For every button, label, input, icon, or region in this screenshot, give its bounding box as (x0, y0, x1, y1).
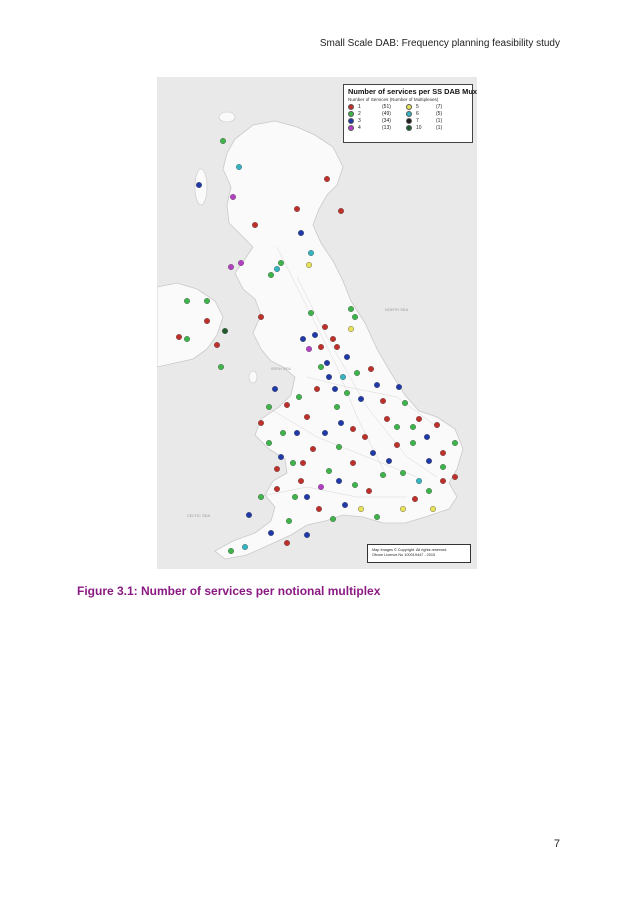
multiplex-marker (358, 506, 364, 512)
multiplex-marker (278, 454, 284, 460)
multiplex-marker (440, 464, 446, 470)
multiplex-marker (308, 310, 314, 316)
map-copyright-box (367, 544, 471, 563)
legend-count: (7) (436, 104, 443, 110)
multiplex-marker (296, 394, 302, 400)
multiplex-marker (380, 398, 386, 404)
multiplex-marker (286, 518, 292, 524)
legend-n: 10 (416, 125, 422, 131)
multiplex-marker (196, 182, 202, 188)
legend-grid (348, 104, 468, 131)
multiplex-marker (294, 206, 300, 212)
multiplex-marker (340, 374, 346, 380)
multiplex-marker (400, 506, 406, 512)
multiplex-marker (308, 250, 314, 256)
multiplex-marker (354, 370, 360, 376)
copyright-line-2: Ofcom Licence No 100019447 - 2015 (372, 553, 436, 557)
multiplex-marker (332, 386, 338, 392)
multiplex-marker (318, 344, 324, 350)
multiplex-marker (334, 404, 340, 410)
multiplex-marker (238, 260, 244, 266)
multiplex-marker (318, 484, 324, 490)
multiplex-marker (246, 512, 252, 518)
multiplex-marker (272, 386, 278, 392)
multiplex-marker (342, 502, 348, 508)
uk-map (157, 77, 477, 569)
multiplex-marker (400, 470, 406, 476)
multiplex-marker (440, 450, 446, 456)
multiplex-marker (322, 324, 328, 330)
multiplex-marker (306, 262, 312, 268)
multiplex-marker (266, 404, 272, 410)
multiplex-marker (370, 450, 376, 456)
multiplex-marker (300, 460, 306, 466)
multiplex-marker (322, 430, 328, 436)
multiplex-marker (410, 440, 416, 446)
multiplex-marker (300, 336, 306, 342)
multiplex-marker (298, 230, 304, 236)
legend-count: (5) (436, 111, 443, 117)
multiplex-marker (452, 474, 458, 480)
multiplex-marker (384, 416, 390, 422)
multiplex-marker (452, 440, 458, 446)
legend-count: (34) (382, 118, 391, 124)
multiplex-marker (396, 384, 402, 390)
legend-n: 4 (358, 125, 361, 131)
running-header: Small Scale DAB: Frequency planning feasibility study (319, 38, 560, 49)
multiplex-marker (338, 208, 344, 214)
multiplex-marker (358, 396, 364, 402)
multiplex-marker (410, 424, 416, 430)
multiplex-marker (352, 314, 358, 320)
multiplex-marker (214, 342, 220, 348)
legend-swatch (406, 118, 412, 124)
legend-n: 2 (358, 111, 361, 117)
multiplex-marker (312, 332, 318, 338)
multiplex-marker (344, 390, 350, 396)
legend-swatch (348, 125, 354, 131)
legend-swatch (348, 111, 354, 117)
multiplex-marker (344, 354, 350, 360)
legend-title: Number of services per SS DAB Mux (348, 87, 477, 96)
multiplex-marker (394, 424, 400, 430)
multiplex-marker (184, 336, 190, 342)
multiplex-marker (314, 386, 320, 392)
legend-n: 7 (416, 118, 419, 124)
legend-count: (49) (382, 111, 391, 117)
multiplex-marker (204, 298, 210, 304)
multiplex-marker (362, 434, 368, 440)
legend-swatch (406, 111, 412, 117)
uk-coverage-map-figure (157, 77, 477, 569)
legend-n: 1 (358, 104, 361, 110)
legend-subtitle: Number of Services (Number of Multiplexes) (348, 97, 439, 102)
northern-isles (219, 112, 235, 122)
multiplex-marker (258, 420, 264, 426)
multiplex-marker (386, 458, 392, 464)
multiplex-marker (218, 364, 224, 370)
multiplex-marker (326, 374, 332, 380)
multiplex-marker (324, 176, 330, 182)
multiplex-marker (278, 260, 284, 266)
multiplex-marker (284, 402, 290, 408)
multiplex-marker (258, 314, 264, 320)
multiplex-marker (324, 360, 330, 366)
map-legend (343, 84, 477, 143)
legend-swatch (348, 118, 354, 124)
multiplex-marker (416, 478, 422, 484)
multiplex-marker (412, 496, 418, 502)
sea-label-celtic: CELTIC SEA (187, 513, 211, 518)
multiplex-marker (284, 540, 290, 546)
sea-label-irish: IRISH SEA (271, 366, 291, 371)
multiplex-marker (394, 442, 400, 448)
multiplex-marker (330, 336, 336, 342)
multiplex-marker (434, 422, 440, 428)
isle-of-man (249, 371, 257, 383)
multiplex-marker (330, 516, 336, 522)
multiplex-marker (350, 426, 356, 432)
multiplex-marker (310, 446, 316, 452)
legend-count: (1) (436, 118, 443, 124)
figure-caption: Figure 3.1: Number of services per notional multiplex (77, 584, 381, 598)
multiplex-marker (304, 414, 310, 420)
legend-count: (51) (382, 104, 391, 110)
multiplex-marker (228, 548, 234, 554)
multiplex-marker (440, 478, 446, 484)
legend-swatch (406, 125, 412, 131)
multiplex-marker (424, 434, 430, 440)
legend-count: (1) (436, 125, 443, 131)
legend-n: 5 (416, 104, 419, 110)
multiplex-marker (426, 458, 432, 464)
multiplex-marker (380, 472, 386, 478)
multiplex-marker (220, 138, 226, 144)
multiplex-marker (316, 506, 322, 512)
multiplex-marker (204, 318, 210, 324)
multiplex-marker (368, 366, 374, 372)
page-number: 7 (553, 838, 560, 850)
multiplex-marker (416, 416, 422, 422)
multiplex-marker (236, 164, 242, 170)
multiplex-marker (294, 430, 300, 436)
multiplex-marker (338, 420, 344, 426)
multiplex-marker (374, 382, 380, 388)
multiplex-marker (352, 482, 358, 488)
multiplex-marker (336, 444, 342, 450)
legend-count: (13) (382, 125, 391, 131)
multiplex-marker (350, 460, 356, 466)
legend-n: 6 (416, 111, 419, 117)
multiplex-marker (426, 488, 432, 494)
multiplex-marker (298, 478, 304, 484)
multiplex-marker (184, 298, 190, 304)
sea-label-north: NORTH SEA (385, 307, 409, 312)
multiplex-marker (268, 530, 274, 536)
multiplex-marker (274, 266, 280, 272)
multiplex-marker (228, 264, 234, 270)
multiplex-marker (306, 346, 312, 352)
multiplex-marker (222, 328, 228, 334)
multiplex-marker (242, 544, 248, 550)
multiplex-marker (348, 306, 354, 312)
legend-swatch (348, 104, 354, 110)
multiplex-marker (280, 430, 286, 436)
multiplex-marker (336, 478, 342, 484)
multiplex-marker (252, 222, 258, 228)
multiplex-marker (318, 364, 324, 370)
multiplex-marker (334, 344, 340, 350)
multiplex-marker (366, 488, 372, 494)
multiplex-marker (402, 400, 408, 406)
multiplex-marker (274, 466, 280, 472)
multiplex-marker (230, 194, 236, 200)
multiplex-marker (430, 506, 436, 512)
multiplex-marker (304, 494, 310, 500)
multiplex-marker (268, 272, 274, 278)
multiplex-marker (348, 326, 354, 332)
multiplex-marker (274, 486, 280, 492)
multiplex-marker (176, 334, 182, 340)
legend-n: 3 (358, 118, 361, 124)
multiplex-marker (266, 440, 272, 446)
multiplex-marker (326, 468, 332, 474)
multiplex-marker (290, 460, 296, 466)
legend-swatch (406, 104, 412, 110)
multiplex-marker (258, 494, 264, 500)
multiplex-marker (374, 514, 380, 520)
multiplex-marker (292, 494, 298, 500)
multiplex-marker (304, 532, 310, 538)
copyright-line-1: Map Images © Copyright. All rights reserved (372, 548, 447, 552)
